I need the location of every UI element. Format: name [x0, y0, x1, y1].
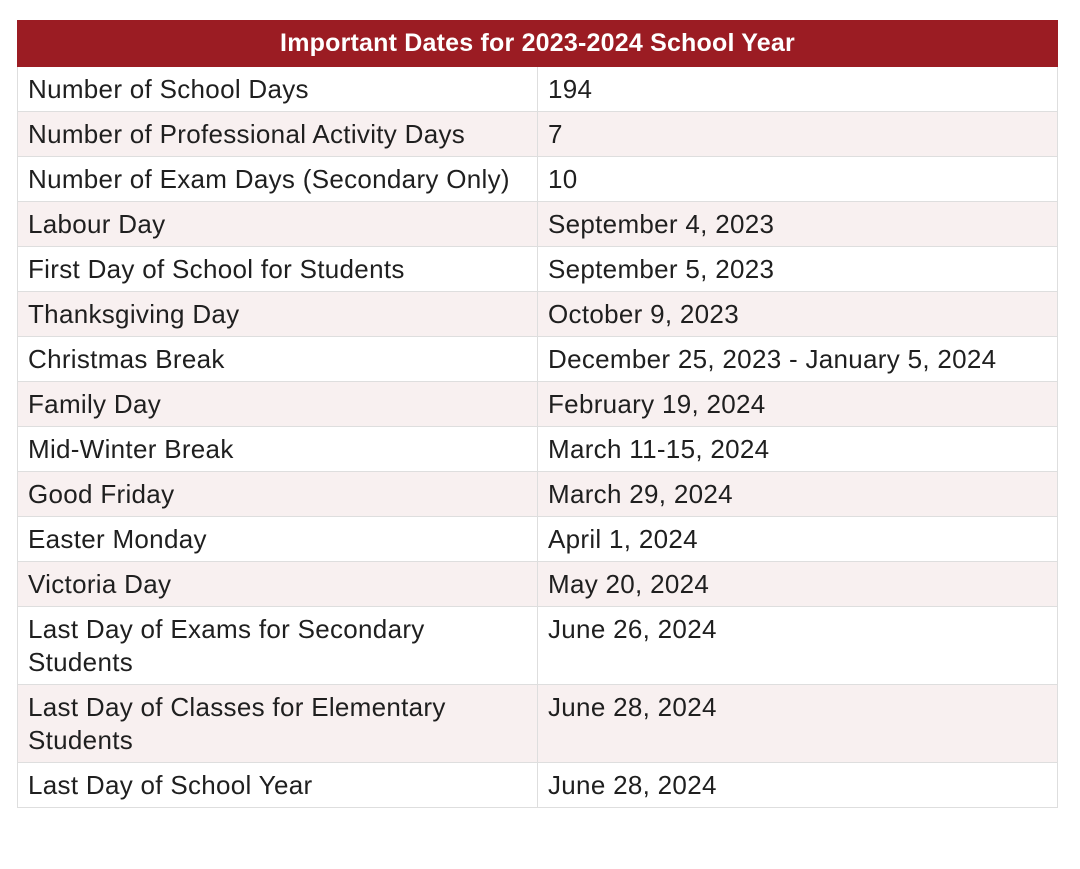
- row-label: Victoria Day: [18, 562, 538, 607]
- row-label: Good Friday: [18, 472, 538, 517]
- row-value: March 29, 2024: [538, 472, 1058, 517]
- table-row: [18, 157, 1058, 202]
- row-label: Mid-Winter Break: [18, 427, 538, 472]
- row-value: September 5, 2023: [538, 247, 1058, 292]
- table-row: [18, 292, 1058, 337]
- table-row: [18, 427, 1058, 472]
- table-row: [18, 562, 1058, 607]
- table-row: [18, 112, 1058, 157]
- row-value: May 20, 2024: [538, 562, 1058, 607]
- table-header-row: [18, 21, 1058, 67]
- row-value: 10: [538, 157, 1058, 202]
- row-label: Number of Professional Activity Days: [18, 112, 538, 157]
- row-label: Last Day of School Year: [18, 763, 538, 808]
- row-label: Family Day: [18, 382, 538, 427]
- table-row: [18, 763, 1058, 808]
- row-value: February 19, 2024: [538, 382, 1058, 427]
- table-row: [18, 67, 1058, 112]
- row-value: June 26, 2024: [538, 607, 1058, 685]
- table-row: [18, 202, 1058, 247]
- row-label: Thanksgiving Day: [18, 292, 538, 337]
- table-row: [18, 607, 1058, 685]
- row-value: June 28, 2024: [538, 763, 1058, 808]
- table-row: [18, 382, 1058, 427]
- row-value: June 28, 2024: [538, 685, 1058, 763]
- important-dates-table: [17, 20, 1058, 808]
- row-label: Number of Exam Days (Secondary Only): [18, 157, 538, 202]
- table-row: [18, 472, 1058, 517]
- row-label: Number of School Days: [18, 67, 538, 112]
- table-row: [18, 517, 1058, 562]
- table-row: [18, 247, 1058, 292]
- row-label: Labour Day: [18, 202, 538, 247]
- row-label: Last Day of Classes for Elementary Students: [18, 685, 538, 763]
- row-value: April 1, 2024: [538, 517, 1058, 562]
- table-title: Important Dates for 2023-2024 School Year: [18, 21, 1058, 67]
- row-label: First Day of School for Students: [18, 247, 538, 292]
- row-value: March 11-15, 2024: [538, 427, 1058, 472]
- row-value: 194: [538, 67, 1058, 112]
- row-label: Christmas Break: [18, 337, 538, 382]
- table-row: [18, 685, 1058, 763]
- row-label: Easter Monday: [18, 517, 538, 562]
- row-value: 7: [538, 112, 1058, 157]
- row-value: September 4, 2023: [538, 202, 1058, 247]
- row-value: December 25, 2023 - January 5, 2024: [538, 337, 1058, 382]
- table-row: [18, 337, 1058, 382]
- row-value: October 9, 2023: [538, 292, 1058, 337]
- important-dates-table-container: [17, 20, 1058, 808]
- row-label: Last Day of Exams for Secondary Students: [18, 607, 538, 685]
